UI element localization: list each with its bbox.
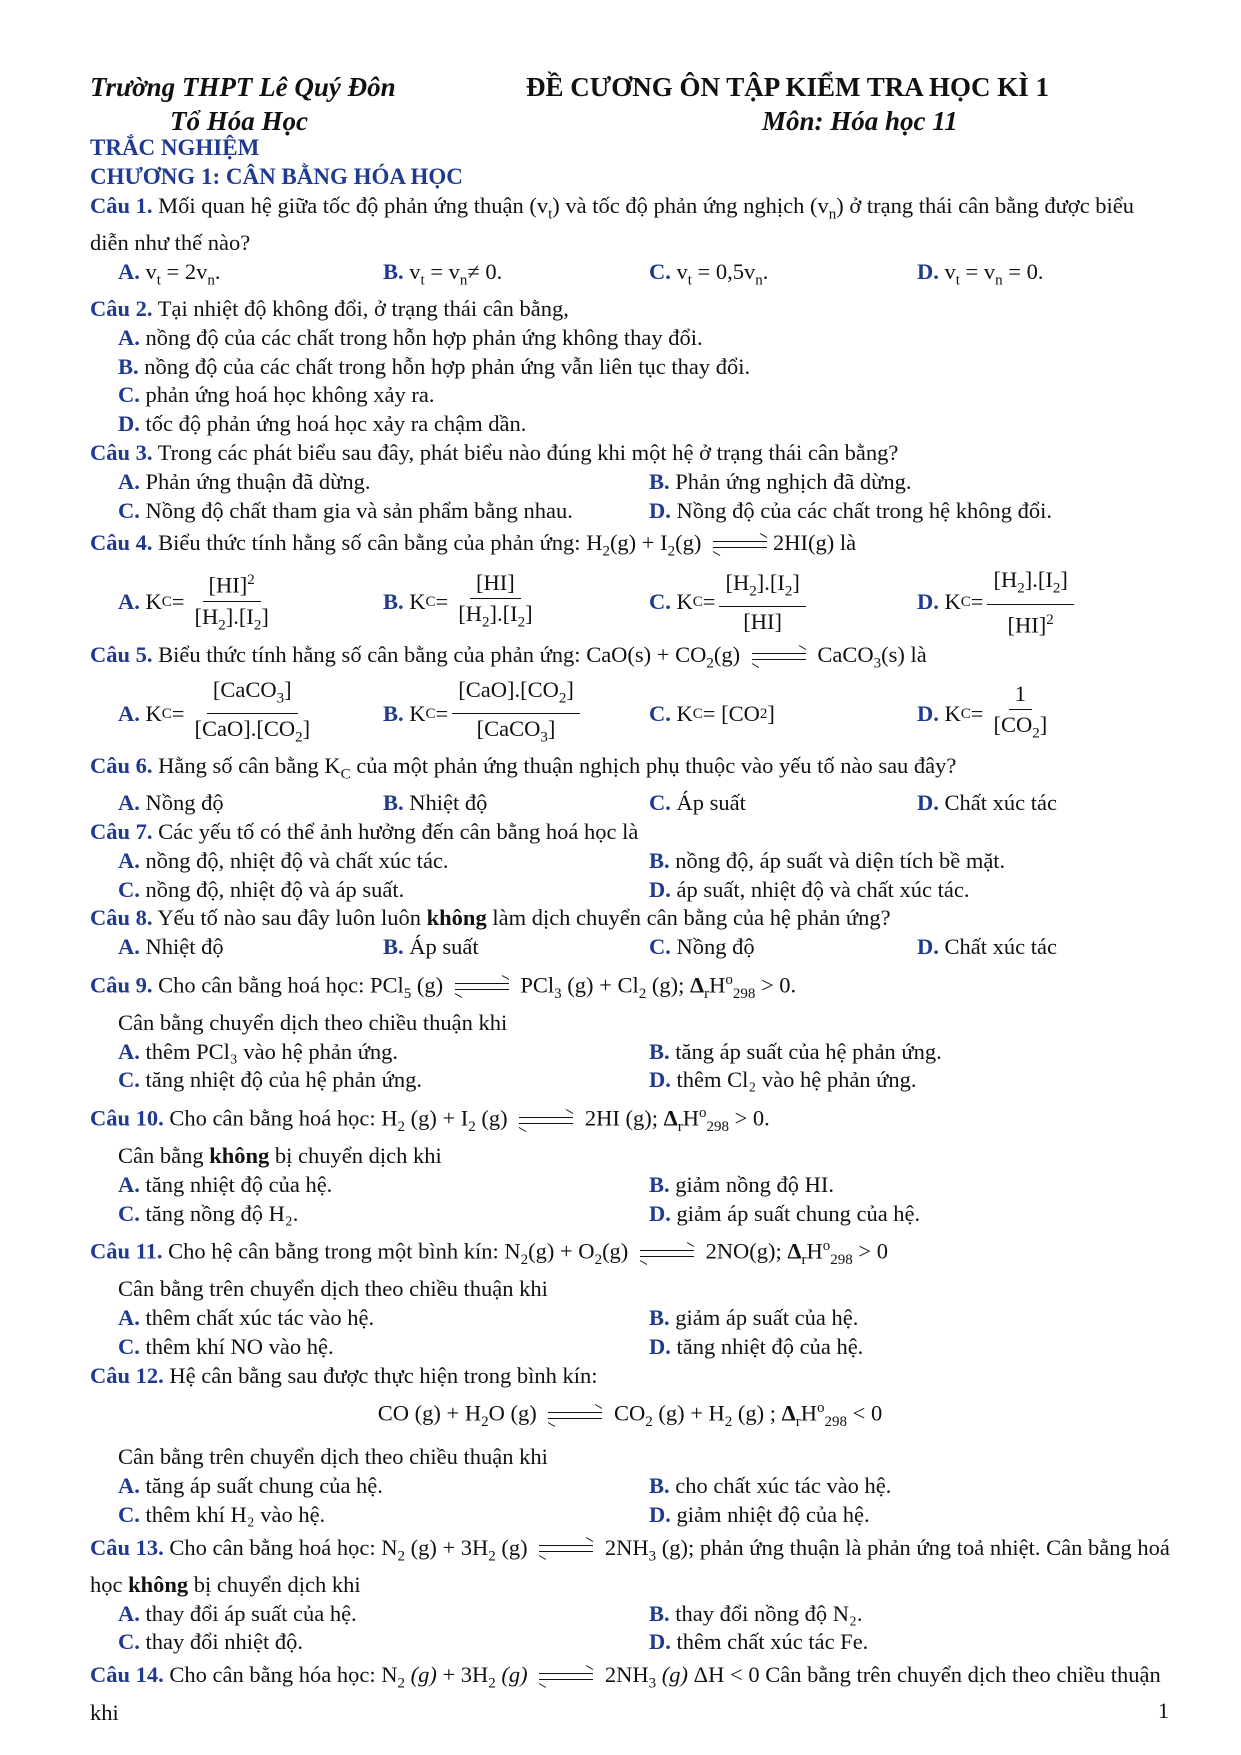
question-3 [90, 439, 1170, 468]
equilibrium-arrow-icon [539, 1542, 593, 1556]
question-2 [90, 295, 1170, 324]
question-7-options [90, 847, 1170, 905]
question-text: Cho hệ cân bằng trong một bình kín: [168, 1238, 499, 1264]
question-text: Cho cân bằng hoá học: [169, 1105, 376, 1131]
question-13: Câu 13. Cho cân bằng hoá học: $N_2$ $(g) + 3H_2$ (g) $2NH_3$ (g); phản ứng thuận là phản ứng toả nhiệt. Cân bằng hoá học không bị chuyển dịch khi [90, 1534, 1170, 1597]
question-text: Tại nhiệt độ không đổi, ở trạng thái cân bằng, [157, 295, 569, 321]
option-d[interactable]: D. Chất xúc tác [917, 790, 1057, 816]
option-b[interactable]: B. K C = $\frac{[HI]}{[H_2].[I_2]}$ [383, 569, 533, 631]
question-label: Câu 8. [90, 905, 153, 931]
option-b[interactable]: B. nồng độ, áp suất và diện tích bề mặt. [649, 847, 1006, 873]
page-number: 1 [1158, 1698, 1169, 1723]
question-12 [90, 1362, 1170, 1391]
option-c[interactable]: C. nồng độ, nhiệt độ và áp suất. [118, 876, 405, 902]
question-6-options [90, 789, 1170, 818]
question-label: Câu 2. [90, 295, 153, 321]
option-d[interactable]: D. tăng nhiệt độ của hệ. [649, 1333, 864, 1359]
equilibrium-arrow-icon [752, 650, 806, 664]
question-text: Yếu tố nào sau đây luôn luôn [157, 905, 422, 931]
option-c[interactable]: C. phản ứng hoá học không xảy ra. [118, 382, 435, 408]
option-c[interactable]: C. Nồng độ chất tham gia và sản phẩm bằng nhau. [118, 497, 573, 523]
question-7 [90, 818, 1170, 847]
question-stem: Cân bằng trên chuyển dịch theo chiều thuận khi [118, 1276, 548, 1302]
option-a[interactable]: A. tăng áp suất chung của hệ. [118, 1472, 383, 1498]
option-d[interactable]: D. thêm chất xúc tác Fe. [649, 1629, 869, 1655]
option-d[interactable]: D. $v_t = v_n = 0$. [917, 258, 1044, 289]
question-8 [90, 904, 1170, 933]
question-text: Biểu thức tính hằng số cân bằng của phản ứng: [158, 530, 581, 556]
option-b[interactable]: B. giảm nồng độ HI. [649, 1171, 834, 1197]
equilibrium-arrow-icon [539, 1670, 593, 1684]
subject-name: Môn: Hóa học 11 [762, 106, 958, 136]
option-a[interactable]: A. Nhiệt độ [118, 934, 224, 960]
option-d[interactable]: D. Chất xúc tác [917, 934, 1057, 960]
option-d[interactable]: D. giảm nhiệt độ của hệ. [649, 1501, 870, 1527]
question-10-options [90, 1171, 1170, 1229]
option-a[interactable]: A. K C = $\frac{[HI]^2}{[H_2].[I_2]}$ [118, 569, 383, 637]
question-1 [90, 192, 1170, 258]
option-a[interactable]: A. nồng độ, nhiệt độ và chất xúc tác. [118, 847, 449, 873]
option-b[interactable]: B. Nhiệt độ [383, 790, 488, 816]
option-a[interactable]: A. $v_t = 2v_n$. [118, 258, 221, 289]
option-a[interactable]: A. thêm chất xúc tác vào hệ. [118, 1305, 375, 1330]
option-b[interactable]: B. nồng độ của các chất trong hỗn hợp phản ứng vẫn liên tục thay đổi. [118, 353, 751, 379]
option-c[interactable]: C. $v_t = 0,5v_n$. [649, 258, 769, 289]
option-d[interactable]: D. K C = $\frac{[H_2].[I_2]}{[HI]^2}$ [917, 569, 1177, 637]
option-b[interactable]: B. giảm áp suất của hệ. [649, 1305, 859, 1330]
question-text: Hằng số cân bằng $K_C$ của một phản ứng thuận nghịch phụ thuộc vào yếu tố nào sau đây? [158, 752, 957, 783]
option-d[interactable]: D. thêm Cl₂ vào hệ phản ứng. [649, 1067, 917, 1093]
question-text: Cho cân bằng hoá học: [158, 972, 365, 998]
option-b[interactable]: B. cho chất xúc tác vào hệ. [649, 1472, 892, 1498]
question-8-options [90, 933, 1170, 962]
question-4: Câu 4. Biểu thức tính hằng số cân bằng của phản ứng: $H_2(g) + I_2(g)$ 2HI(g) là [90, 530, 857, 560]
question-14: Câu 14. Cho cân bằng hóa học: $N_2$ $(g) + 3H_2$ (g) $2NH_3$ (g) ΔH < 0 Cân bằng trên chuyển dịch theo chiều thuận khi [90, 1662, 1161, 1725]
option-a[interactable]: A. Phản ứng thuận đã dừng. [118, 468, 371, 494]
question-10: Câu 10. Cho cân bằng hoá học: $H_2$ $(g) + I_2$ (g) 2HI (g); $\Delta_rH^o_{298} > 0$. [90, 1105, 770, 1136]
question-label: Câu 12. [90, 1362, 164, 1388]
question-stem: Cân bằng chuyển dịch theo chiều thuận khi [118, 1009, 508, 1035]
option-a[interactable]: A. thêm PCl₃ vào hệ phản ứng. [118, 1038, 399, 1064]
option-c[interactable]: C. Nồng độ [649, 934, 755, 960]
option-c[interactable]: C. thêm khí H₂ vào hệ. [118, 1501, 326, 1527]
option-d[interactable]: D. K C = $\frac{1}{[CO_2]}$ [917, 681, 1048, 742]
chapter-title: CHƯƠNG 1: CÂN BẰNG HÓA HỌC [90, 163, 463, 189]
document-header [90, 70, 1170, 134]
question-11-options [90, 1304, 1170, 1362]
question-13-options [90, 1600, 1170, 1658]
question-text: Các yếu tố có thể ảnh hưởng đến cân bằng hoá học là [158, 819, 639, 845]
option-b[interactable]: B. K C = $\frac{[CaO].[CO_2]}{[CaCO_3]}$ [383, 680, 649, 748]
question-11: Câu 11. Cho hệ cân bằng trong một bình kín: $N_2(g) + O_2(g)$ 2NO(g); $\Delta_rH^o_{298} > 0$ [90, 1238, 888, 1269]
option-b[interactable]: B. $v_t = v_n\ne 0$. [383, 258, 503, 289]
document-page [90, 70, 1170, 1727]
option-b[interactable]: B. tăng áp suất của hệ phản ứng. [649, 1038, 942, 1064]
question-9-options [90, 1038, 1170, 1096]
question-label: Câu 5. [90, 641, 153, 667]
question-label: Câu 13. [90, 1534, 164, 1560]
question-3-options [90, 468, 1170, 526]
question-5: Câu 5. Biểu thức tính hằng số cân bằng của phản ứng: $CaO(s) + CO_2(g)$ CaCO$_3$(s) là [90, 641, 927, 672]
equilibrium-arrow-icon [548, 1409, 602, 1423]
option-d[interactable]: D. giảm áp suất chung của hệ. [649, 1200, 921, 1226]
question-1-options [90, 258, 1170, 295]
question-text: Hệ cân bằng sau được thực hiện trong bình kín: [169, 1362, 598, 1388]
question-text: Cho cân bằng hóa học: [169, 1662, 376, 1688]
equilibrium-arrow-icon [519, 1114, 573, 1128]
option-c[interactable]: C. tăng nhiệt độ của hệ phản ứng. [118, 1067, 422, 1093]
question-2-options [90, 324, 1170, 439]
question-label: Câu 3. [90, 439, 153, 465]
option-b[interactable]: B. Phản ứng nghịch đã dừng. [649, 468, 912, 494]
option-a[interactable]: A. nồng độ của các chất trong hỗn hợp phản ứng không thay đổi. [118, 324, 703, 350]
question-9: Câu 9. Cho cân bằng hoá học: PCl$_5$ (g) PCl$_3$ $(g) + Cl_2$ (g); $\Delta_rH^o_{298} > 0$. [90, 972, 797, 1003]
option-c[interactable]: C. tăng nồng độ H₂. [118, 1200, 299, 1226]
equilibrium-arrow-icon [713, 538, 767, 552]
question-5-options [90, 676, 1170, 748]
question-label: Câu 6. [90, 752, 153, 778]
question-text: Cho cân bằng hoá học: [169, 1534, 376, 1560]
option-d[interactable]: D. Nồng độ của các chất trong hệ không đổi. [649, 497, 1053, 523]
department-name: Tổ Hóa Học [170, 106, 308, 136]
option-c[interactable]: C. Áp suất [649, 790, 746, 816]
reaction-equation: CO $(g) + H_2O$ (g) $CO_2$ $(g) + H_2$ (g) ; $\Delta_rH^o_{298} < 0$ [377, 1400, 883, 1431]
question-label: Câu 7. [90, 819, 153, 845]
emphasis-text: không [426, 905, 487, 931]
option-c[interactable]: C. thêm khí NO vào hệ. [118, 1333, 334, 1359]
question-text: Biểu thức tính hằng số cân bằng của phản ứng: [158, 641, 581, 667]
question-label: Câu 10. [90, 1105, 164, 1131]
option-a[interactable]: A. tăng nhiệt độ của hệ. [118, 1171, 333, 1197]
question-stem: Cân bằng trên chuyển dịch theo chiều thuận khi [118, 1444, 548, 1470]
option-a[interactable]: A. thay đổi áp suất của hệ. [118, 1600, 357, 1626]
equilibrium-arrow-icon [455, 980, 509, 994]
question-label: Câu 11. [90, 1238, 163, 1264]
option-a[interactable]: A. K C = $\frac{[CaCO_3]}{[CaO].[CO_2]}$ [118, 676, 311, 746]
question-label: Câu 14. [90, 1662, 164, 1688]
option-b[interactable]: B. thay đổi nồng độ N₂. [649, 1600, 863, 1626]
option-c[interactable]: C. K C = [CO 2 ] [649, 700, 775, 726]
question-6 [90, 752, 1170, 789]
section-title: TRẮC NGHIỆM [90, 135, 260, 160]
question-4-options [90, 569, 1170, 637]
question-12-options [90, 1472, 1170, 1530]
question-stem: Cân bằng không bị chuyển dịch khi [118, 1143, 442, 1169]
option-d[interactable]: D. áp suất, nhiệt độ và chất xúc tác. [649, 876, 970, 902]
option-c[interactable]: C. thay đổi nhiệt độ. [118, 1629, 303, 1655]
question-text: Mối quan hệ giữa tốc độ phản ứng thuận $(v_t)$ và tốc độ phản ứng nghịch $(v_n)$ ở trạng thái cân bằng được biểu diễn như thế nào? [90, 192, 1135, 255]
option-b[interactable]: B. Áp suất [383, 934, 479, 960]
question-label: Câu 1. [90, 192, 153, 218]
question-label: Câu 9. [90, 972, 153, 998]
equilibrium-arrow-icon [640, 1247, 694, 1261]
question-text: Trong các phát biểu sau đây, phát biểu nào đúng khi một hệ ở trạng thái cân bằng? [157, 439, 899, 465]
option-d[interactable]: D. tốc độ phản ứng hoá học xảy ra chậm dần. [118, 411, 527, 437]
option-a[interactable]: A. Nồng độ [118, 790, 224, 816]
school-name: Trường THPT Lê Quý Đôn [90, 72, 396, 102]
question-label: Câu 4. [90, 530, 153, 556]
document-title: ĐỀ CƯƠNG ÔN TẬP KIỂM TRA HỌC KÌ 1 [526, 72, 1050, 102]
question-text: làm dịch chuyển cân bằng của hệ phản ứng? [492, 905, 891, 931]
option-c[interactable]: C. K C = $\frac{[H_2].[I_2]}{[HI]}$ [649, 569, 917, 637]
